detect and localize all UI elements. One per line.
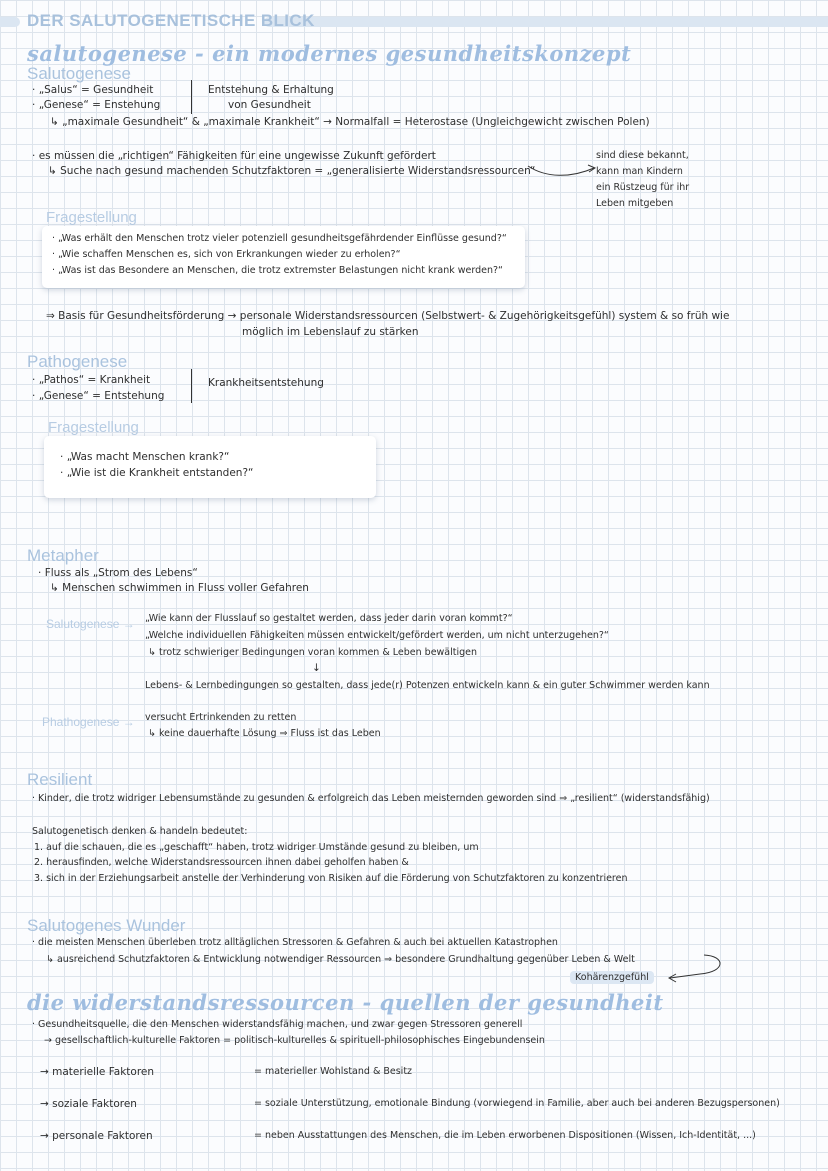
gesellschaftlich-line: → gesellschaftlich-kulturelle Faktoren = politisch-kulturelles & spirituell-philosophisches Eingebundensein xyxy=(44,1035,545,1046)
section-salutogenese-title: Salutogenese xyxy=(27,64,131,83)
side-note-2: kann man Kindern xyxy=(596,166,683,177)
heading-salutogenese: salutogenese - ein modernes gesundheitskonzept xyxy=(27,41,632,66)
ressource-value-personal: = neben Ausstattungen des Menschen, die im Leben erworbenen Dispositionen (Wissen, Ich-Identität, ...) xyxy=(254,1130,756,1141)
page-title: DER SALUTOGENETISCHE BLICK xyxy=(27,11,315,30)
frage-3: · „Was ist das Besondere an Menschen, die trotz extremster Belastungen nicht krank werden?“ xyxy=(52,265,503,276)
metapher-saluto-3: ↳ trotz schwieriger Bedingungen voran kommen & Leben bewältigen xyxy=(148,647,478,658)
resilient-list-3: 3. sich in der Erziehungsarbeit anstelle der Verhinderung von Risiken auf die Förderung von Schutzfaktoren zu konzentrieren xyxy=(34,873,628,884)
title-decor-bar xyxy=(264,17,828,27)
metapher-saluto-2: „Welche individuellen Fähigkeiten müssen entwickelt/gefördert werden, um nicht unterzugehen?“ xyxy=(145,630,609,641)
ressource-value-materiell: = materieller Wohlstand & Besitz xyxy=(254,1066,413,1077)
section-wunder-title: Salutogenes Wunder xyxy=(27,916,186,935)
ressourcen-intro: · Gesundheitsquelle, die den Menschen widerstandsfähig machen, und zwar gegen Stressoren generell xyxy=(32,1019,523,1030)
ressource-label-personal: → personale Faktoren xyxy=(40,1130,153,1142)
metapher-patho-1: versucht Ertrinkenden zu retten xyxy=(145,712,297,723)
lebensbedingungen-line: Lebens- & Lernbedingungen so gestalten, dass jede(r) Potenzen entwickeln kann & ein guter Schwimmer werden kann xyxy=(145,680,710,691)
kinder-line: · Kinder, die trotz widriger Lebensumstände zu gesunden & erfolgreich das Leben meisternden geworden sind ⇒ „resilient“ (widerstandsfähig) xyxy=(32,793,710,804)
ressource-label-sozial: → soziale Faktoren xyxy=(40,1098,137,1110)
metapher-salutogenese-label: Salutogenese → xyxy=(46,617,135,631)
entstehung-line-1: Entstehung & Erhaltung xyxy=(208,84,334,96)
patho-genese-line: · „Genese“ = Entstehung xyxy=(32,390,165,402)
heading-widerstandsressourcen: die widerstandsressourcen - quellen der gesundheit xyxy=(27,990,664,1015)
faehigkeiten-line: · es müssen die „richtigen“ Fähigkeiten für eine ungewisse Zukunft gefördert xyxy=(32,150,436,162)
frage-1: · „Was erhält den Menschen trotz vieler potenziell gesundheitsgefährdender Einflüsse gesund?“ xyxy=(52,233,507,244)
maximale-line: ↳ „maximale Gesundheit“ & „maximale Krankheit“ → Normalfall = Heterostase (Ungleichgewicht zwischen Polen) xyxy=(50,116,650,128)
ressource-label-materiell: → materielle Faktoren xyxy=(40,1066,155,1078)
patho-frage-2: · „Wie ist die Krankheit entstanden?“ xyxy=(60,467,254,479)
suche-line: ↳ Suche nach gesund machenden Schutzfaktoren = „generalisierte Widerstandsressourcen“ xyxy=(48,165,536,177)
fragestellung-title-1: Fragestellung xyxy=(46,209,137,226)
salus-line: · „Salus“ = Gesundheit xyxy=(32,84,154,96)
pathos-line: · „Pathos“ = Krankheit xyxy=(32,374,151,386)
wunder-line-2: ↳ ausreichend Schutzfaktoren & Entwicklung notwendiger Ressourcen ⇒ besondere Grundhaltung gegenüber Leben & Welt xyxy=(46,954,635,965)
side-note-1: sind diese bekannt, xyxy=(596,150,689,161)
krankheitsentstehung: Krankheitsentstehung xyxy=(208,377,324,389)
basis-line-1: ⇒ Basis für Gesundheitsförderung → personale Widerstandsressourcen (Selbstwert- & Zugehörigkeitsgefühl) system & so früh wie xyxy=(46,310,730,322)
section-pathogenese-title: Pathogenese xyxy=(27,352,128,371)
side-note-3: ein Rüstzeug für ihr xyxy=(596,182,690,193)
genese-line: · „Genese“ = Enstehung xyxy=(32,99,161,111)
metapher-pathogenese-label: Phathogenese → xyxy=(42,715,135,729)
resilient-list-2: 2. herausfinden, welche Widerstandsressourcen ihnen dabei geholfen haben & xyxy=(34,857,409,868)
title-decor-left xyxy=(0,17,20,27)
denken-line: Salutogenetisch denken & handeln bedeutet: xyxy=(32,826,248,837)
basis-line-2: möglich im Lebenslauf zu stärken xyxy=(242,326,419,338)
ressource-value-sozial: = soziale Unterstützung, emotionale Bindung (vorwiegend in Familie, aber auch bei anderen Bezugspersonen) xyxy=(254,1098,780,1109)
divider-line xyxy=(191,80,192,114)
curved-arrow-icon xyxy=(526,160,600,182)
entstehung-line-2: von Gesundheit xyxy=(228,99,311,111)
fragestellung-title-2: Fragestellung xyxy=(48,419,139,436)
metapher-patho-2: ↳ keine dauerhafte Lösung ⇒ Fluss ist das Leben xyxy=(148,728,381,739)
side-note-4: Leben mitgeben xyxy=(596,198,674,209)
section-metapher-title: Metapher xyxy=(27,546,99,565)
kohaerenzgefuehl-badge: Kohärenzgefühl xyxy=(570,971,654,984)
patho-frage-1: · „Was macht Menschen krank?“ xyxy=(60,451,230,463)
wunder-line-1: · die meisten Menschen überleben trotz alltäglichen Stressoren & Gefahren & auch bei aktuellen Katastrophen xyxy=(32,937,558,948)
resilient-list-1: 1. auf die schauen, die es „geschafft“ haben, trotz widriger Umstände gesund zu bleiben, um xyxy=(34,842,479,853)
metapher-saluto-1: „Wie kann der Flusslauf so gestaltet werden, dass jeder darin voran kommt?“ xyxy=(145,613,513,624)
divider-line-2 xyxy=(191,369,192,403)
frage-2: · „Wie schaffen Menschen es, sich von Erkrankungen wieder zu erholen?“ xyxy=(52,249,401,260)
fluss-line: · Fluss als „Strom des Lebens“ xyxy=(38,567,198,579)
curved-arrow-back-icon xyxy=(664,950,728,986)
down-arrow-icon: ↓ xyxy=(312,662,321,674)
schwimmen-line: ↳ Menschen schwimmen in Fluss voller Gefahren xyxy=(50,582,309,594)
section-resilient-title: Resilient xyxy=(27,770,93,789)
